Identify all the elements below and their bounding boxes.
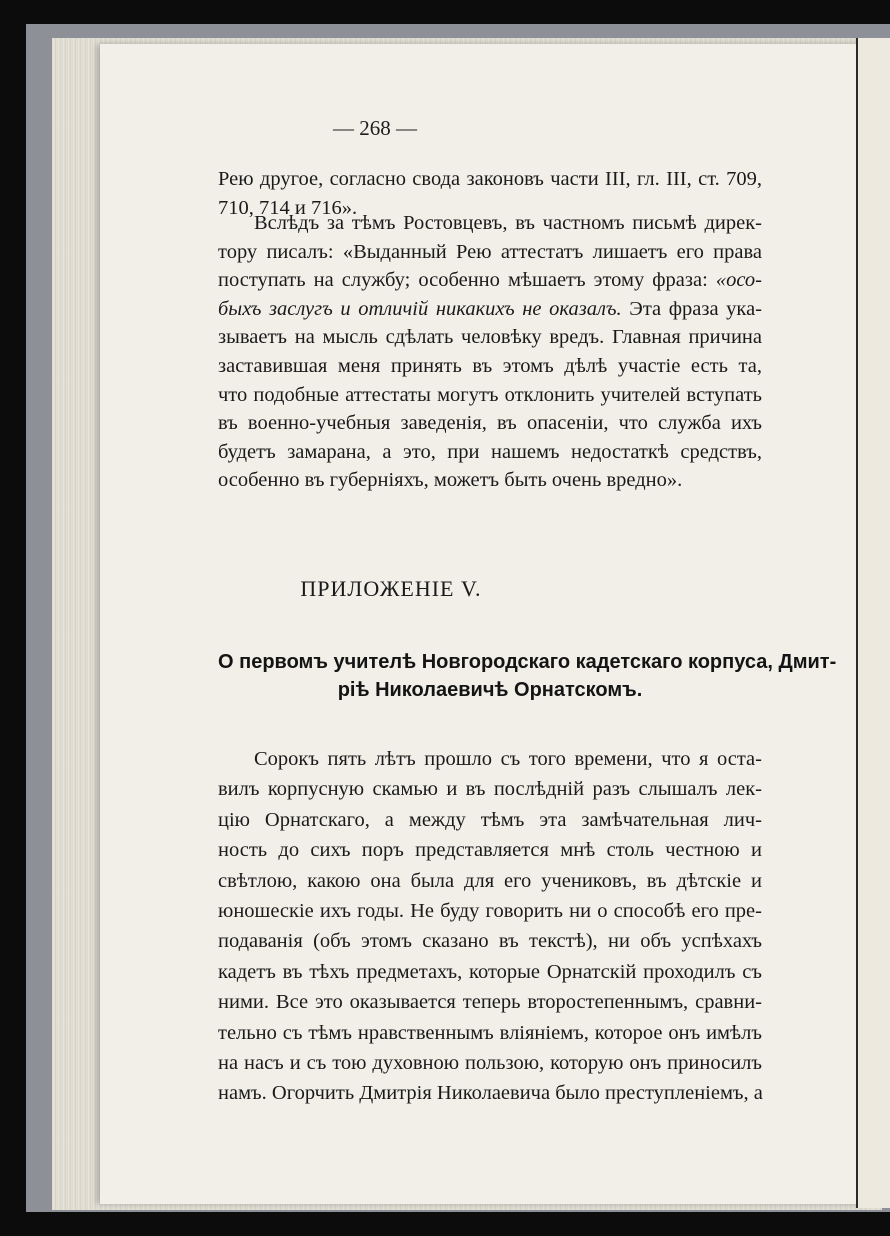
text-line: цію Орнатскаго, а между тѣмъ эта замѣчательная лич- [218,808,762,831]
subtitle-line: ріѣ Николаевичѣ Орнатскомъ. [337,679,643,701]
text-line: ними. Все это оказывается теперь второстепеннымъ, сравни- [218,991,762,1014]
text-line: Рею другое, согласно свода законовъ части III, гл. III, ст. 709, [218,168,762,190]
text-line-plain: поступать на службу; особенно мѣшаетъ этому фраза: [218,269,716,292]
paragraph-ornatsky [218,744,762,1109]
italic-quote: быхъ заслугъ и отличій никакихъ не оказалъ. [218,297,622,320]
text-line: ность до сихъ поръ представляется мнѣ столь честною и [218,839,762,862]
text-line: 710, 714 и 716». [218,196,358,219]
facing-page-edge [856,38,890,1208]
italic-quote: «осо- [715,269,762,292]
text-line: будетъ замарана, а это, при нашемъ недостаткѣ средствъ, [218,440,762,463]
text-line: юношескіе ихъ годы. Не буду говорить ни о способѣ его пре- [218,900,762,923]
text-line: кадетъ въ тѣхъ предметахъ, которые Орнатскій проходилъ съ [218,960,762,983]
text-line: на насъ и съ тою духовною пользою, которую онъ приносилъ [218,1052,762,1075]
paragraph-rostovtsev-letter [218,209,762,495]
text-line: Вслѣдъ за тѣмъ Ростовцевъ, въ частномъ письмѣ дирек- [254,212,762,234]
text-line: свѣтлою, какою она была для его учениковъ, въ дѣтскіе и [218,869,762,892]
appendix-heading: ПРИЛОЖЕНІЕ V. [300,576,482,601]
text-line: Сорокъ пять лѣтъ прошло съ того времени, что я оста- [254,748,762,770]
text-line: особенно въ губерніяхъ, можетъ быть очень вредно». [218,469,683,492]
section-subtitle [218,648,837,704]
page-number: — 268 — [333,116,417,140]
text-line: намъ. Огорчить Дмитрія Николаевича было преступленіемъ, а [218,1082,763,1105]
text-line: подаванія (объ этомъ сказано въ текстѣ), ни объ успѣхахъ [218,930,762,953]
text-line [218,266,762,295]
text-line: въ военно-учебныя заведенія, въ опасеніи, что служба ихъ [218,412,762,435]
text-line: тельно съ тѣмъ нравственнымъ вліяніемъ, которое онъ имѣлъ [218,1021,762,1044]
text-line-plain: Эта фраза ука- [621,297,762,320]
text-line: тору писалъ: «Выданный Рею аттестатъ лишаетъ его права [218,240,762,263]
text-line: зываетъ на мысль сдѣлать человѣку вредъ. Главная причина [218,326,762,349]
text-line [218,295,762,324]
subtitle-line: О первомъ учителѣ Новгородскаго кадетскаго корпуса, Дмит- [218,651,837,673]
text-line: вилъ корпусную скамью и въ послѣдній разъ слышалъ лек- [218,778,762,801]
text-line: заставившая меня принять въ этомъ дѣлѣ участіе есть та, [218,354,762,377]
text-line: что подобные аттестаты могутъ отклонить учителей вступать [218,383,762,406]
